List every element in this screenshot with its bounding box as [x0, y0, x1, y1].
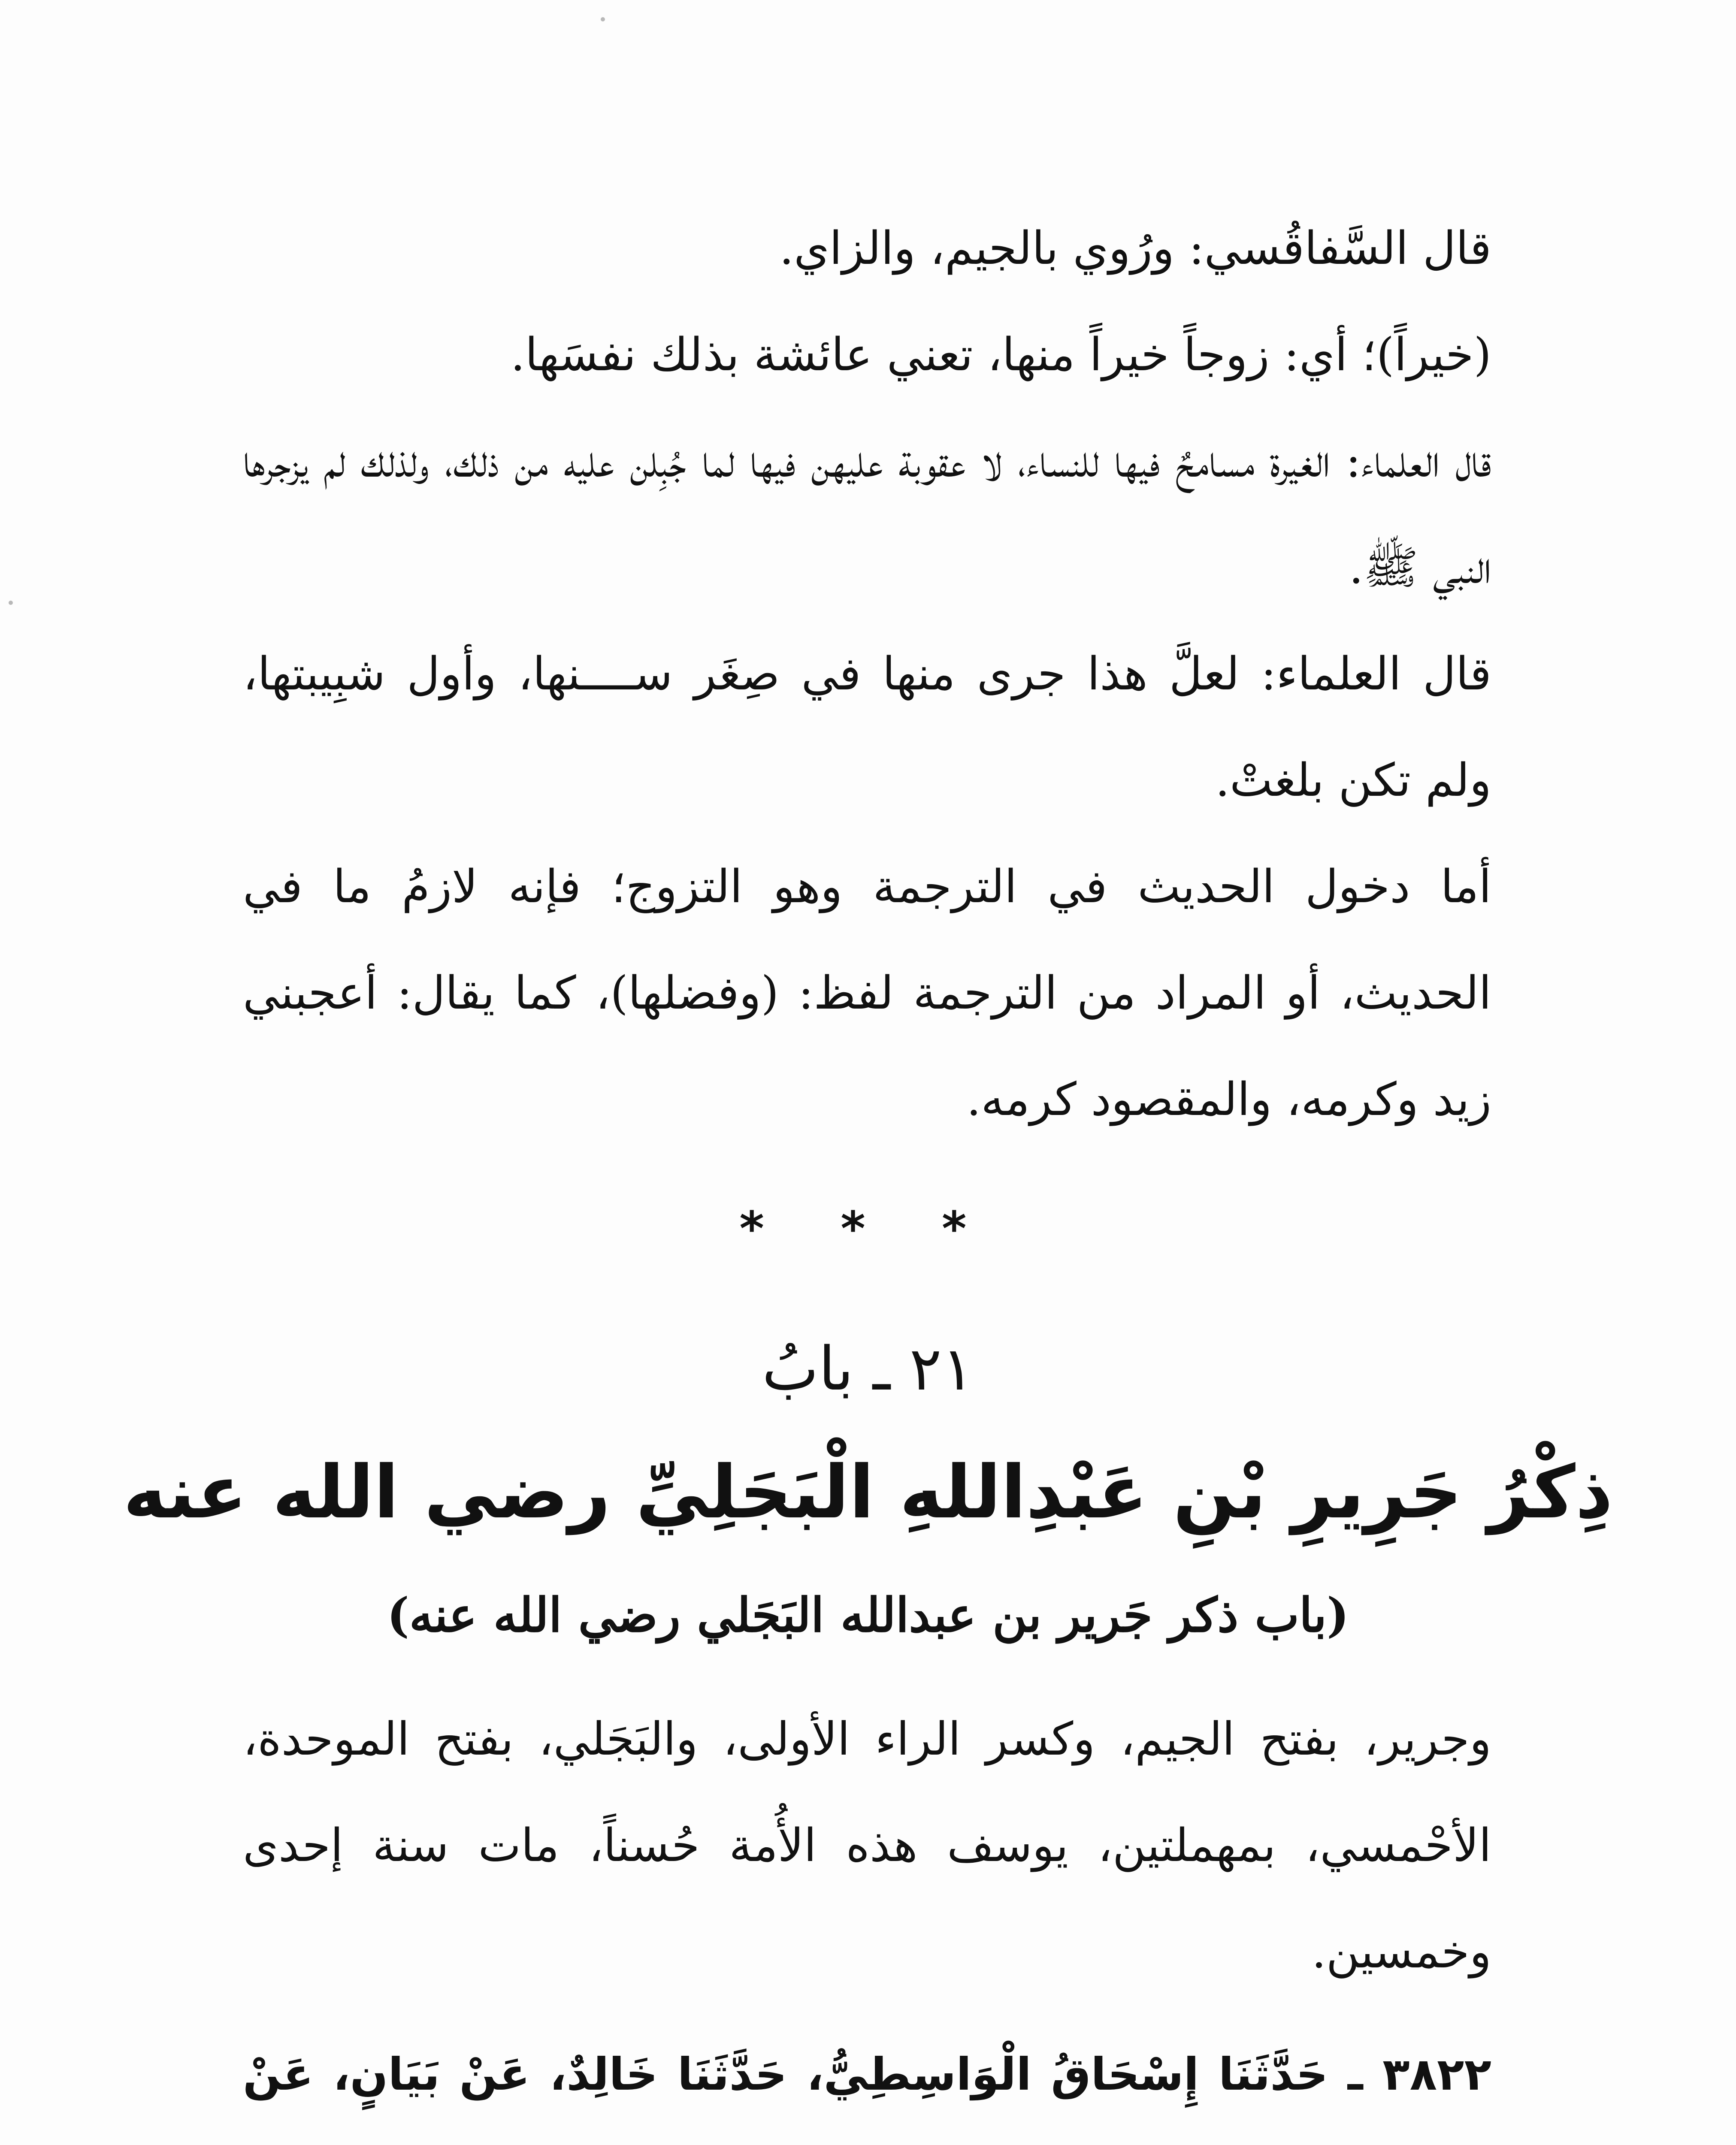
scan-speck — [601, 17, 605, 21]
commentary-paragraph: قال السَّفاقُسي: ورُوي بالجيم، والزاي. — [779, 222, 1491, 275]
hadith-text-block — [243, 2016, 1491, 2145]
commentary-bottom — [243, 1686, 1491, 2005]
section-separator: * * * — [739, 1201, 997, 1256]
commentary-paragraph: أما دخول الحديث في الترجمة وهو التزوج؛ فإنه لازمُ ما في الحديث، أو المراد من الترجمة لفظ: (وفضلها)، كما يقال: أعجبني زيد وكرمه، والمقصود كرمه. — [243, 860, 1491, 1126]
scan-speck — [9, 601, 13, 605]
chapter-subtitle: (باب ذكر جَرير بن عبدالله البَجَلي رضي الله عنه) — [387, 1587, 1349, 1643]
commentary-paragraph: (خيراً)؛ أي: زوجاً خيراً منها، تعني عائشة بذلك نفسَها. — [510, 328, 1491, 381]
commentary-top — [243, 195, 1491, 1153]
commentary-paragraph: قال العلماء: الغيرة مسامحٌ فيها للنساء، لا عقوبة عليهن فيها لما جُبِلن عليه من ذلك، ولذلك لم يزجرها النبي ﷺ. — [243, 435, 1491, 594]
commentary-paragraph: وجرير، بفتح الجيم، وكسر الراء الأولى، والبَجَلي، بفتح الموحدة، الأحْمسي، بمهملتين، يوسف هذه الأُمة حُسناً، مات سنة إحدى وخمسين. — [243, 1713, 1491, 1978]
chapter-title: ذِكْرُ جَرِيرِ بْنِ عَبْدِاللهِ الْبَجَلِيِّ رضي الله عنه — [123, 1450, 1613, 1535]
commentary-paragraph: قال العلماء: لعلَّ هذا جرى منها في صِغَر ســــنها، وأول شبِيبتها، ولم تكن بلغتْ. — [243, 647, 1491, 807]
hadith-text: ٣٨٢٢ ـ حَدَّثَنَا إِسْحَاقُ الْوَاسِطِيُّ، حَدَّثَنَا خَالِدٌ، عَنْ بَيَانٍ، عَنْ — [243, 2048, 1491, 2100]
chapter-number: ٢١ ـ بابُ — [762, 1334, 974, 1404]
